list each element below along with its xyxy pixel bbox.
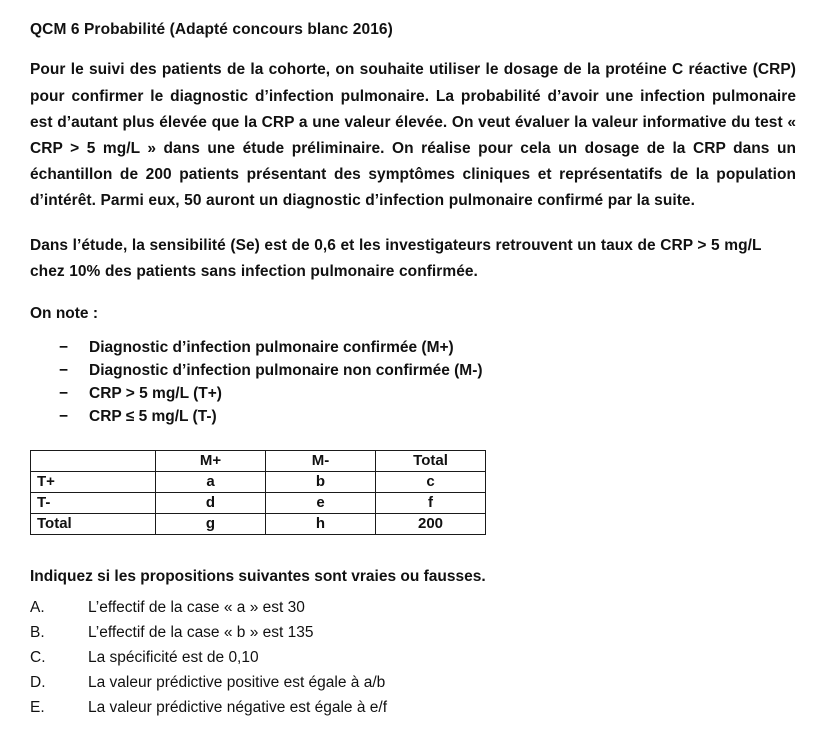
option-letter: E. xyxy=(30,699,45,717)
notation-item-label: Diagnostic d’infection pulmonaire non confirmée (M-) xyxy=(89,362,483,380)
table-row xyxy=(31,472,486,493)
option-label: L’effectif de la case « a » est 30 xyxy=(88,599,305,617)
list-item xyxy=(30,382,795,405)
table-cell: g xyxy=(156,514,266,535)
table-cell: c xyxy=(376,472,486,493)
option-letter: A. xyxy=(30,599,45,617)
contingency-table xyxy=(30,450,486,535)
option-label: La valeur prédictive positive est égale à a/b xyxy=(88,674,386,692)
option-b[interactable] xyxy=(30,620,795,645)
notation-item-label: CRP ≤ 5 mg/L (T-) xyxy=(89,408,217,426)
table-cell: h xyxy=(266,514,376,535)
table-cell: 200 xyxy=(376,514,486,535)
table-header xyxy=(31,451,486,472)
dash-bullet-icon: − xyxy=(59,339,69,357)
study-data-paragraph: Dans l’étude, la sensibilité (Se) est de 0,6 et les investigateurs retrouvent un taux de CRP > 5 mg/L chez 10% des patients sans infection pulmonaire confirmée. xyxy=(30,236,762,280)
table-row-label: T+ xyxy=(31,472,156,493)
list-item xyxy=(30,359,795,382)
intro-paragraph: Pour le suivi des patients de la cohorte, on souhaite utiliser le dosage de la protéine C réactive (CRP) pour confirmer le diagnostic d’infection pulmonaire. La probabilité d’avoir une infection pulmonaire est d’autant plus élevée que la CRP a une valeur élevée. On veut évaluer la valeur informative du test « CRP > 5 mg/L » dans une étude préliminaire. On réalise pour cela un dosage de la CRP dans un échantillon de 200 patients présentant des symptômes cliniques et représentatifs de la population d’intérêt. Parmi eux, 50 auront un diagnostic d’infection pulmonaire confirmé par la suite. xyxy=(30,61,796,210)
notation-item-label: Diagnostic d’infection pulmonaire confirmée (M+) xyxy=(89,339,454,357)
table-cell: e xyxy=(266,493,376,514)
option-letter: B. xyxy=(30,624,45,642)
option-d[interactable] xyxy=(30,670,795,695)
option-a[interactable] xyxy=(30,595,795,620)
list-item xyxy=(30,336,795,359)
table-row-label: Total xyxy=(31,514,156,535)
table-cell: d xyxy=(156,493,266,514)
option-e[interactable] xyxy=(30,695,795,720)
table-row xyxy=(31,493,486,514)
notation-lead-in: On note : xyxy=(30,305,99,322)
option-label: La valeur prédictive négative est égale à e/f xyxy=(88,699,387,717)
option-letter: D. xyxy=(30,674,46,692)
table-row-label: T- xyxy=(31,493,156,514)
table-header-cell-mminus: M- xyxy=(266,451,376,472)
list-item xyxy=(30,405,795,428)
table-header-cell-corner xyxy=(31,451,156,472)
table-header-cell-total: Total xyxy=(376,451,486,472)
dash-bullet-icon: − xyxy=(59,408,69,426)
answer-options-list xyxy=(30,595,795,720)
question-instruction: Indiquez si les propositions suivantes sont vraies ou fausses. xyxy=(30,568,486,586)
table-cell: b xyxy=(266,472,376,493)
table-row xyxy=(31,514,486,535)
page-title: QCM 6 Probabilité (Adapté concours blanc 2016) xyxy=(30,21,393,38)
option-c[interactable] xyxy=(30,645,795,670)
table-cell: a xyxy=(156,472,266,493)
dash-bullet-icon: − xyxy=(59,385,69,403)
notation-item-label: CRP > 5 mg/L (T+) xyxy=(89,385,222,403)
table-header-cell-mplus: M+ xyxy=(156,451,266,472)
table-cell: f xyxy=(376,493,486,514)
table-body xyxy=(31,472,486,535)
option-letter: C. xyxy=(30,649,46,667)
option-label: L’effectif de la case « b » est 135 xyxy=(88,624,314,642)
table-header-row xyxy=(31,451,486,472)
dash-bullet-icon: − xyxy=(59,362,69,380)
notation-list xyxy=(30,336,795,428)
option-label: La spécificité est de 0,10 xyxy=(88,649,259,667)
